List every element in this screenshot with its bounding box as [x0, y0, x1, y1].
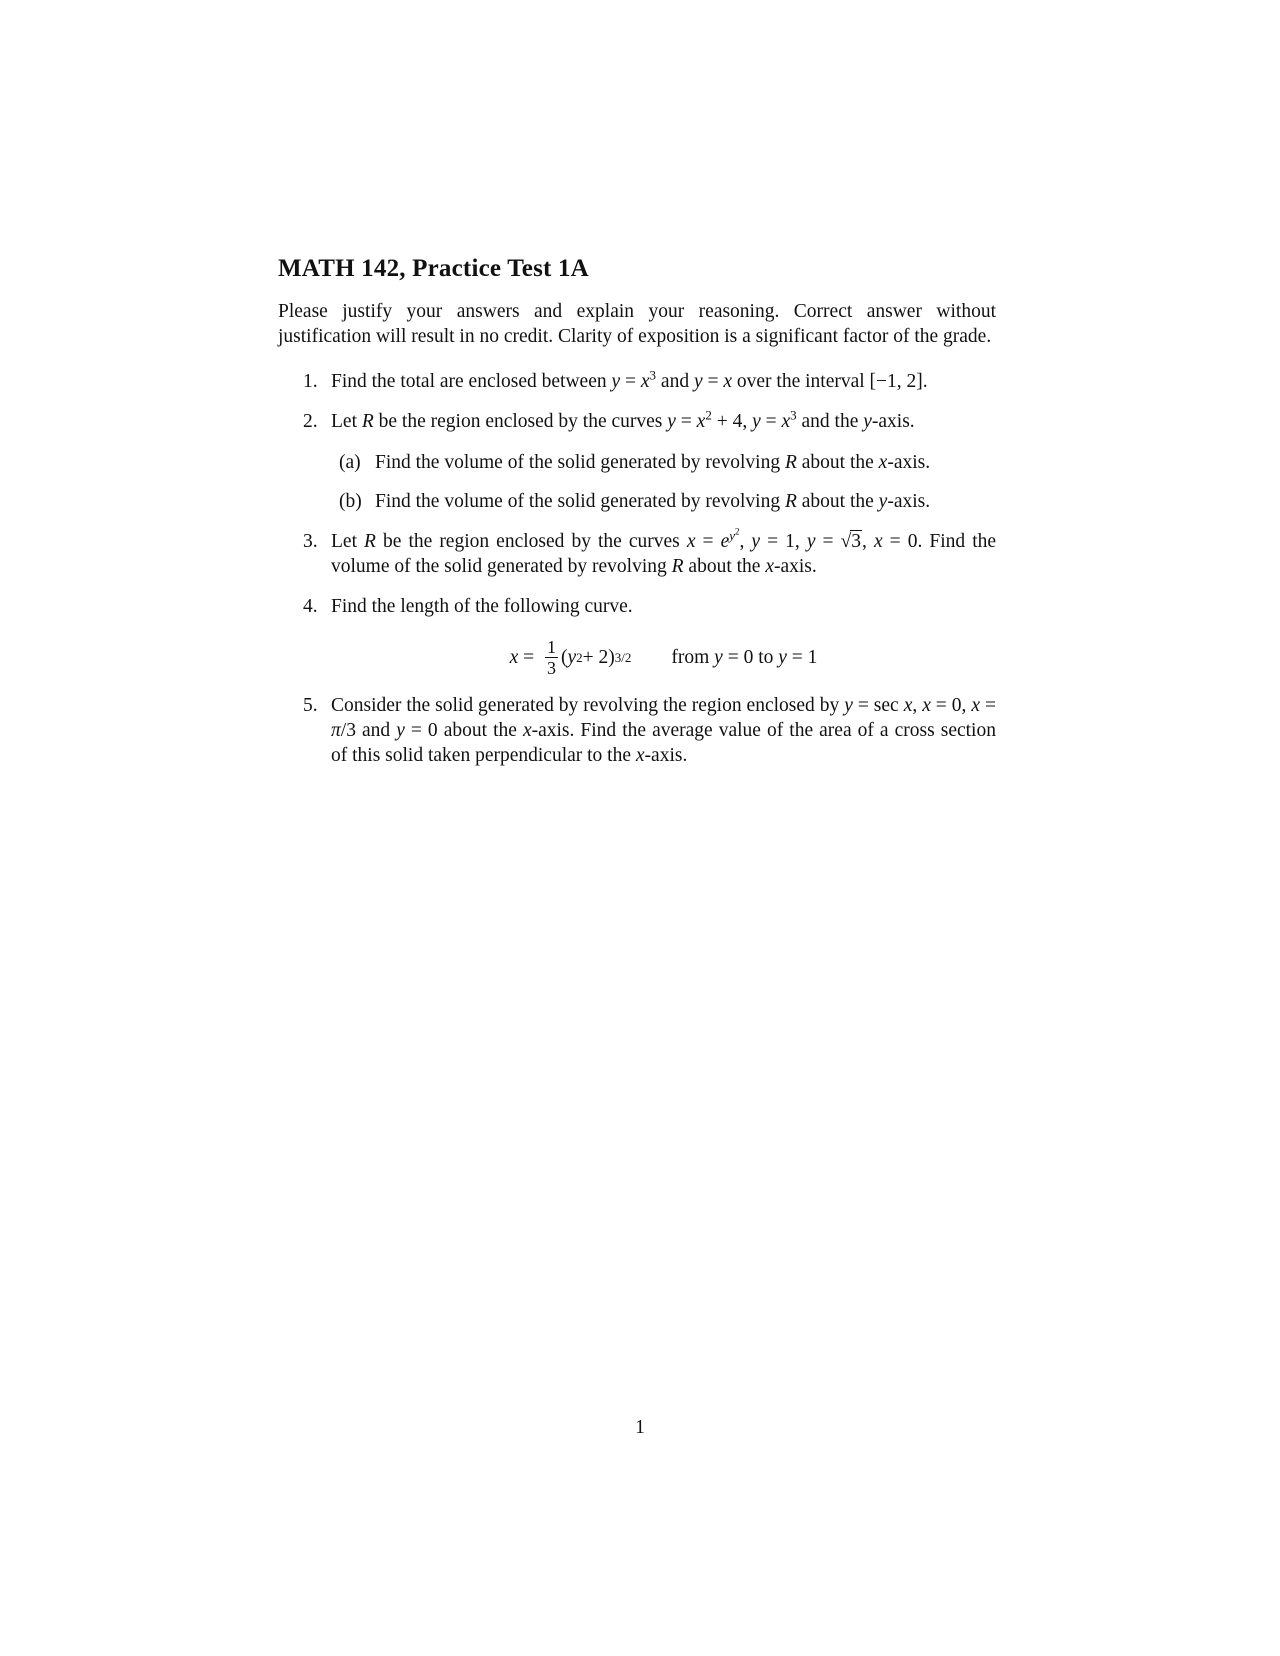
page-title: MATH 142, Practice Test 1A	[278, 255, 589, 282]
bounds-text: from y = 0 to y = 1	[671, 647, 818, 668]
problem-number: 5.	[303, 695, 318, 716]
problem-number: 2.	[303, 411, 318, 432]
subpart-text: -axis.	[887, 491, 931, 512]
problem-1: 1. Find the total are enclosed between $y = x^3$ and y = x over the interval [−1, 2].	[303, 367, 928, 392]
problem-2: 2. Let R be the region enclosed by the curves $y = x^2 + 4$, $y = x^3$ and the y-axis. (a) Find the volume of the solid generated by revolving R about the x-axis. (b) Find the volume of the solid generated by revolving R about the y-axis.	[278, 409, 996, 514]
problem-3: 3. Let R be the region enclosed by the curves $x = e^{y^2}$, y = 1, y = √3, x = 0. Find the volume of the solid generated by revolving R about the x-axis.	[303, 526, 997, 577]
arc-length-formula: x = $\frac{1}{3}$ ( y 2 + 2) 3/2	[509, 637, 632, 678]
problem-text: Find the volume of the solid generated by revolving	[331, 531, 997, 577]
subpart-text: about the	[796, 452, 879, 473]
document-page	[278, 255, 996, 783]
problem-number: 4.	[303, 596, 318, 617]
problem-text: -axis.	[644, 745, 688, 766]
problem-text: Let	[331, 411, 362, 432]
subpart-a: (a) Find the volume of the solid generated by revolving R about the x-axis.	[339, 452, 931, 473]
page-number: 1	[635, 1417, 645, 1438]
to-word: to	[753, 647, 779, 668]
problem-text: about the	[683, 556, 766, 577]
problem-4	[278, 594, 996, 678]
subpart-text: Find the volume of the solid generated by revolving	[375, 452, 785, 473]
subpart-label: (b)	[339, 491, 362, 512]
problem-text: -axis.	[773, 556, 817, 577]
instructions-paragraph: Please justify your answers and explain your reasoning. Correct answer without justification will result in no credit. Clarity of exposition is a significant factor of the grade.	[278, 301, 996, 347]
problem-text: about the	[437, 720, 523, 741]
problem-text: be the region enclosed by the curves	[373, 411, 668, 432]
problem-text: Find the length of the following curve.	[331, 596, 633, 617]
subpart-text: about the	[796, 491, 879, 512]
subpart-b: (b) Find the volume of the solid generated by revolving R about the y-axis.	[339, 491, 931, 512]
problem-text: Consider the solid generated by revolving the region enclosed by	[331, 695, 845, 716]
subpart-list	[331, 450, 996, 514]
problem-number: 3.	[303, 531, 318, 552]
problem-text: and the	[796, 411, 864, 432]
problem-5: 5. Consider the solid generated by revolving the region enclosed by y = sec x, x = 0, x = π/3 and y = 0 about the x-axis. Find the average value of the area of a cross section of this solid taken perpendicular to the x-axis.	[303, 695, 996, 766]
subpart-text: Find the volume of the solid generated by revolving	[375, 491, 785, 512]
problem-text: -axis.	[871, 411, 915, 432]
from-word: from	[671, 647, 715, 668]
problem-number: 1.	[303, 371, 318, 392]
subpart-label: (a)	[339, 452, 361, 473]
problem-text: be the region enclosed by the curves	[375, 531, 687, 552]
display-equation	[331, 637, 996, 678]
problem-list	[278, 369, 996, 768]
problem-text: Find the total are enclosed between	[331, 371, 612, 392]
problem-text: Let	[331, 531, 365, 552]
problem-text: -axis. Find the average value of the area of a cross section of this solid taken perpendicular to the	[331, 720, 996, 766]
problem-text: over the interval [−1, 2].	[732, 371, 928, 392]
subpart-text: -axis.	[887, 452, 931, 473]
